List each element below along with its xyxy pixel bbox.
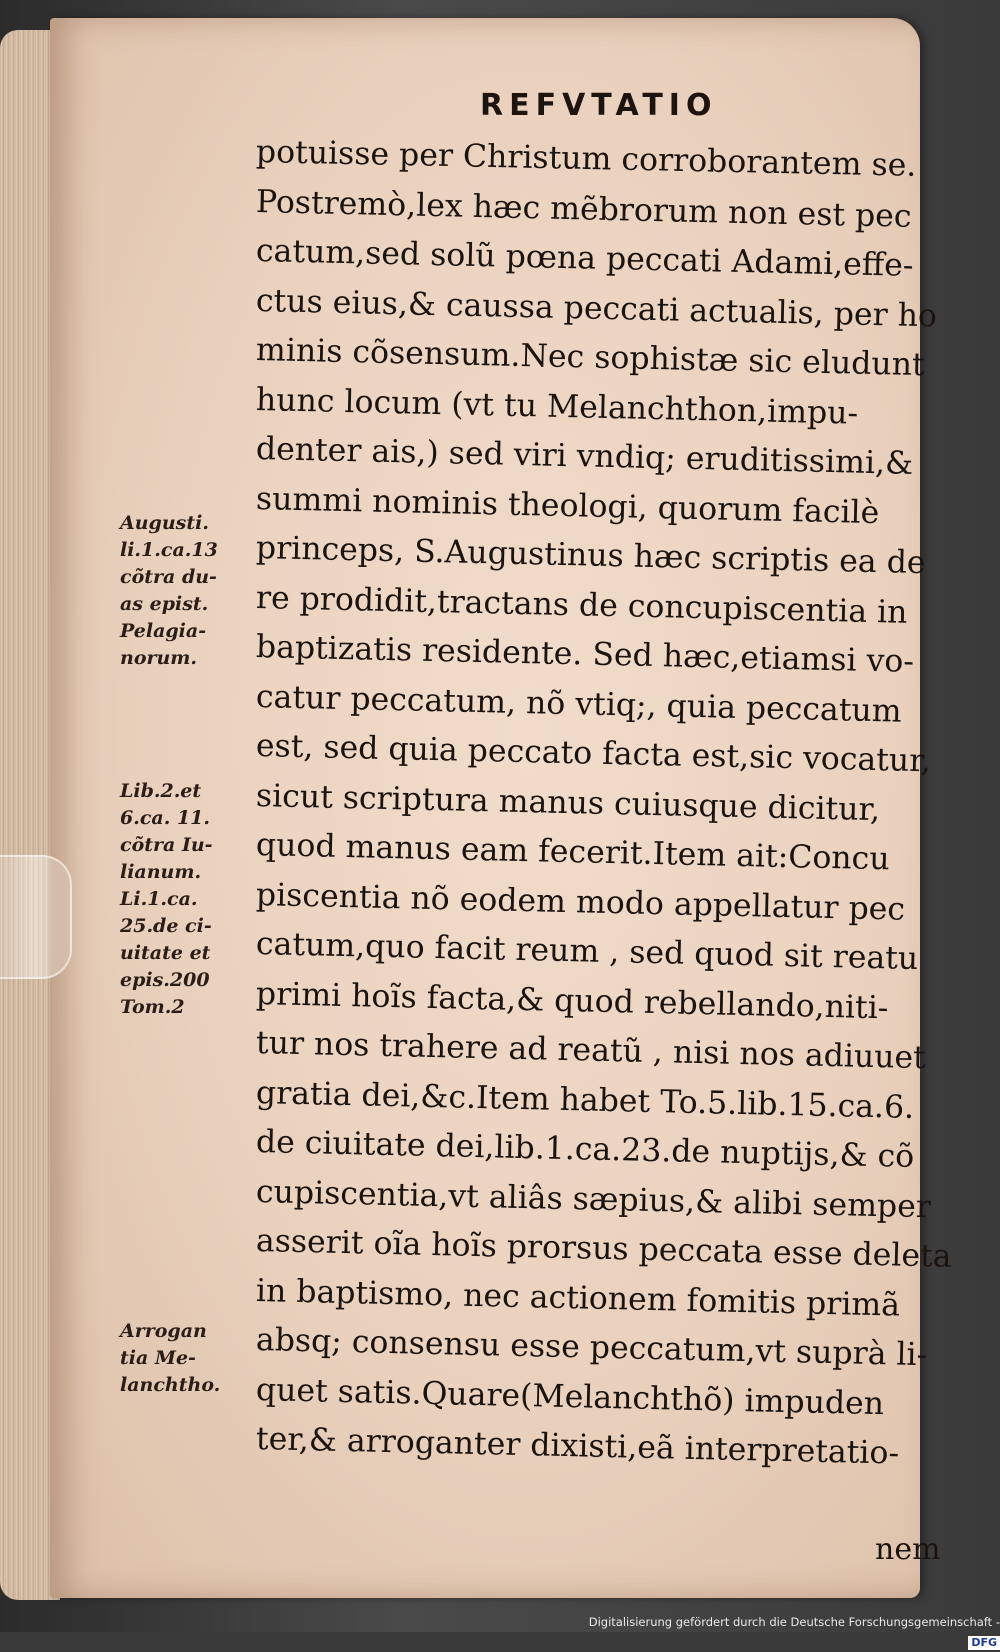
- text-line: in baptismo, nec actionem fomitis primã: [255, 1272, 901, 1324]
- text-line: ter,& arroganter dixisti,eã interpretatio-: [255, 1421, 900, 1472]
- margin-note-line: epis.200: [120, 969, 210, 991]
- digitization-credit: [560, 1612, 1000, 1649]
- text-line: summi nominis theologi, quorum facilè: [255, 480, 880, 531]
- text-line: re prodidit,tractans de concupiscentia in: [255, 579, 908, 631]
- margin-note-arrogantia: [120, 1318, 250, 1399]
- margin-note-line: li.1.ca.13: [120, 539, 218, 561]
- book-clasp: [0, 855, 72, 979]
- margin-note-line: Augusti.: [120, 512, 209, 534]
- running-head: REFVTATIO: [480, 88, 718, 123]
- text-line: cupiscentia,vt aliâs sæpius,& alibi semper: [255, 1173, 932, 1225]
- text-line: primi hoĩs facta,& quod rebellando,niti-: [255, 975, 889, 1026]
- margin-note-line: lianum.: [120, 861, 202, 883]
- text-line: catur peccatum, nõ vtiq;, quia peccatum: [255, 678, 903, 730]
- margin-note-line: tia Me-: [120, 1347, 196, 1369]
- text-line: catum,sed solũ pœna peccati Adami,effe-: [255, 233, 914, 284]
- dfg-logo: DFG: [968, 1636, 1000, 1650]
- margin-note-line: norum.: [120, 647, 198, 669]
- text-line: princeps, S.Augustinus hæc scriptis ea de: [255, 530, 926, 582]
- margin-note-line: cõtra Iu-: [120, 834, 213, 856]
- text-line: minis cõsensum.Nec sophistæ sic eludunt: [255, 332, 926, 384]
- margin-note-line: 6.ca. 11.: [120, 807, 210, 829]
- text-line: catum,quo facit reum , sed quod sit reatu: [255, 926, 919, 978]
- text-line: quod manus eam fecerit.Item ait:Concu: [255, 827, 890, 878]
- text-line: hunc locum (vt tu Melanchthon,impu-: [255, 381, 859, 432]
- text-line: quet satis.Quare(Melanchthõ) impuden: [255, 1371, 885, 1422]
- text-line: asserit oĩa hoĩs prorsus peccata esse deleta: [255, 1223, 952, 1275]
- text-line: denter ais,) sed viri vndiq; eruditissimi,&: [255, 431, 914, 482]
- margin-note-line: 25.de ci-: [120, 915, 212, 937]
- margin-note-references: [120, 778, 250, 1021]
- text-line: piscentia nõ eodem modo appellatur pec: [255, 876, 906, 928]
- margin-note-line: uitate et: [120, 942, 211, 964]
- margin-note-line: Pelagia-: [120, 620, 207, 642]
- text-line: potuisse per Christum corroborantem se.: [255, 134, 917, 184]
- margin-note-line: cõtra du-: [120, 566, 217, 588]
- text-line: baptizatis residente. Sed hæc,etiamsi vo-: [255, 629, 915, 680]
- margin-note-augustine: [120, 510, 250, 672]
- credit-text: Digitalisierung gefördert durch die Deutsche Forschungsgemeinschaft -: [588, 1615, 1000, 1629]
- text-line: gratia dei,&c.Item habet To.5.lib.15.ca.6.: [255, 1074, 915, 1126]
- text-line: de ciuitate dei,lib.1.ca.23.de nuptijs,& cõ: [255, 1124, 915, 1175]
- margin-note-line: Arrogan: [120, 1320, 207, 1342]
- margin-note-line: Li.1.ca.: [120, 888, 198, 910]
- margin-note-line: Tom.2: [120, 996, 185, 1018]
- text-line: tur nos trahere ad reatũ , nisi nos adiuuet: [255, 1025, 927, 1077]
- text-line: est, sed quia peccato facta est,sic vocatur,: [255, 728, 932, 780]
- text-line: absq; consensu esse peccatum,vt suprà li-: [255, 1322, 928, 1374]
- text-line: ctus eius,& caussa peccati actualis, per ho: [255, 282, 938, 334]
- text-line: Postremò,lex hæc mẽbrorum non est pec: [255, 183, 912, 235]
- margin-note-line: as epist.: [120, 593, 209, 615]
- text-line: sicut scriptura manus cuiusque dicitur,: [255, 777, 881, 828]
- margin-note-line: Lib.2.et: [120, 780, 202, 802]
- margin-note-line: lanchtho.: [120, 1374, 221, 1396]
- catchword: nem: [875, 1532, 941, 1567]
- body-text: [255, 128, 956, 1472]
